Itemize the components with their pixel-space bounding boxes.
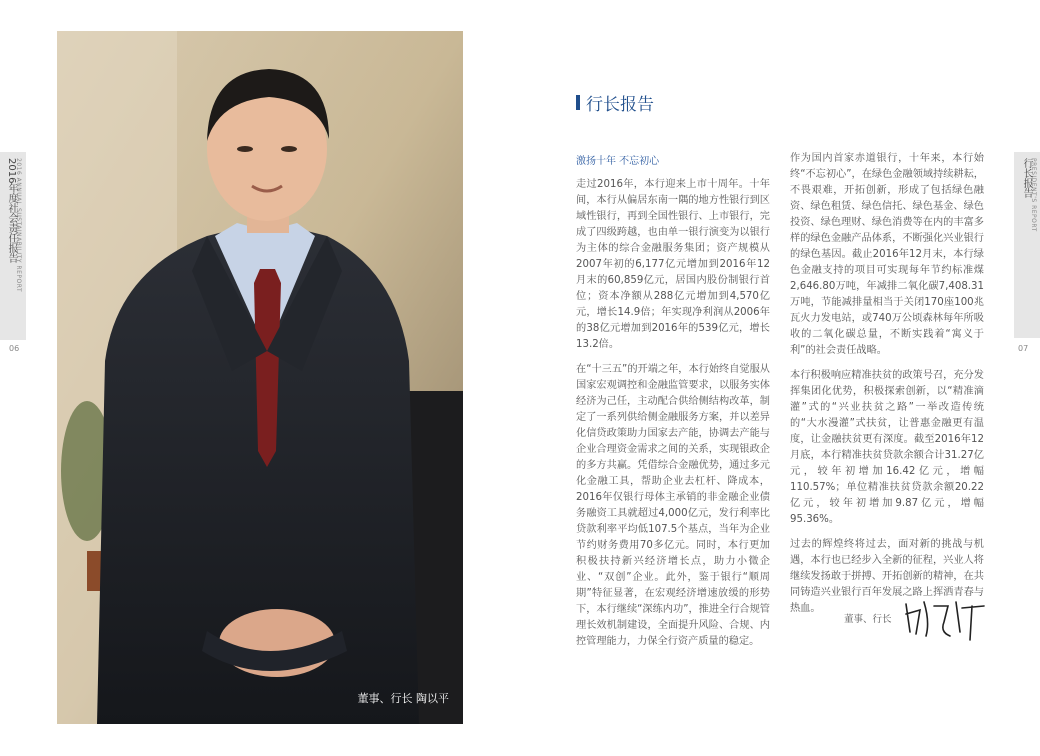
title-accent-bar bbox=[576, 95, 580, 110]
paragraph: 走过2016年，本行迎来上市十周年。十年间，本行从偏居东南一隅的地方性银行到区域性银行，再到全国性银行、上市银行，完成了四级跨越，也由单一银行演变为以银行为主体的综合金融服务集团；资产规模从2007年初的6,177亿元增加到2016年12月末的60,859亿元，居国内股份制银行首位；资本净额从288亿元增加到4,570亿元，增长14.9倍；年实现净利润从2006年的38亿元增加到2016年的539亿元，增长13.2倍。 bbox=[576, 179, 770, 350]
president-portrait bbox=[57, 31, 463, 724]
signature-label: 董事、行长 bbox=[844, 614, 892, 625]
handwritten-signature bbox=[900, 592, 990, 642]
left-side-tab bbox=[0, 152, 26, 340]
photo-caption: 董事、行长 陶以平 bbox=[357, 692, 449, 705]
paragraph: 作为国内首家赤道银行，十年来，本行始终“不忘初心”，在绿色金融领域持续耕耘，不畏艰难，开拓创新，形成了包括绿色融资、绿色租赁、绿色信托、绿色基金、绿色投资、绿色理财、绿色消费等在内的丰富多样的绿色金融产品体系，不断强化兴业银行的绿色基因。截止2016年12月末，本行绿色金融支持的项目可实现每年节约标准煤2,646.80万吨，年减排二氧化碳7,408.31万吨，节能减排量相当于关闭170座100兆瓦火力发电站，或740万公顷森林每年所吸收的二氧化碳总量，不断实践着“寓义于利”的社会责任战略。 bbox=[790, 153, 984, 356]
left-tab-subtitle: 2016 ANNUAL SUSTAINABILITY REPORT bbox=[15, 158, 22, 293]
section-title-text: 行长报告 bbox=[586, 95, 654, 115]
paragraph: 过去的辉煌终将过去，面对新的挑战与机遇，本行也已经步入全新的征程，兴业人将继续发扬敢于拼搏、开拓创新的精神，在共同铸造兴业银行百年发展之路上挥洒青春与热血。 bbox=[790, 539, 984, 614]
section-title bbox=[576, 90, 654, 115]
paragraph: 本行积极响应精准扶贫的政策号召，充分发挥集团化优势，积极探索创新，以“精准滴灌”式的“兴业扶贫之路”一举改造传统的“大水漫灌”式扶贫，让普惠金融更有温度，让金融扶贫更有深度。截至2016年12月底，本行精准扶贫贷款余额合计31.27亿元，较年初增加16.42亿元，增幅110.57%；单位精准扶贫贷款余额20.22亿元，较年初增加9.87亿元，增幅95.36%。 bbox=[790, 370, 984, 525]
right-tab-title: 行长报告 bbox=[1021, 158, 1032, 198]
page-number-left: 06 bbox=[9, 344, 20, 353]
paragraph: 在“十三五”的开端之年，本行始终自觉服从国家宏观调控和金融监管要求，以服务实体经济为己任，主动配合供给侧结构改革，制定了一系列供给侧金融服务方案，并以差异化信贷政策助力国家去产能，协调去产能与企业合理资金需求之间的关系，实现银政企的多方共赢。凭借综合金融优势，通过多元化金融工具，帮助企业去杠杆、降成本，2016年仅银行母体主承销的非金融企业债务融资工具就超过4,000亿元，发行利率比贷款利率平均低107.5个基点，当年为企业节约财务费用70多亿元。同时，本行更加积极扶持新兴经济增长点，助力小微企业、“双创”企业。此外，鉴于银行“顺周期”特征显著，在宏观经济增速放缓的形势下，本行继续“深练内功”，推进全行合规管理长效机制建设，全面提升风险、合规、内控管理能力，力保全行资产质量的稳定。 bbox=[576, 364, 770, 647]
subheading: 激扬十年 不忘初心 bbox=[576, 156, 660, 167]
left-tab-title: 2016年度社会责任报告 bbox=[6, 158, 17, 264]
text-column-right bbox=[790, 151, 984, 626]
right-side-tab bbox=[1014, 152, 1040, 338]
right-tab-subtitle: PRESIDENT'S REPORT bbox=[1030, 158, 1037, 232]
text-column-left bbox=[576, 177, 770, 659]
page-number-right: 07 bbox=[1018, 344, 1029, 353]
portrait-illustration bbox=[57, 31, 463, 724]
